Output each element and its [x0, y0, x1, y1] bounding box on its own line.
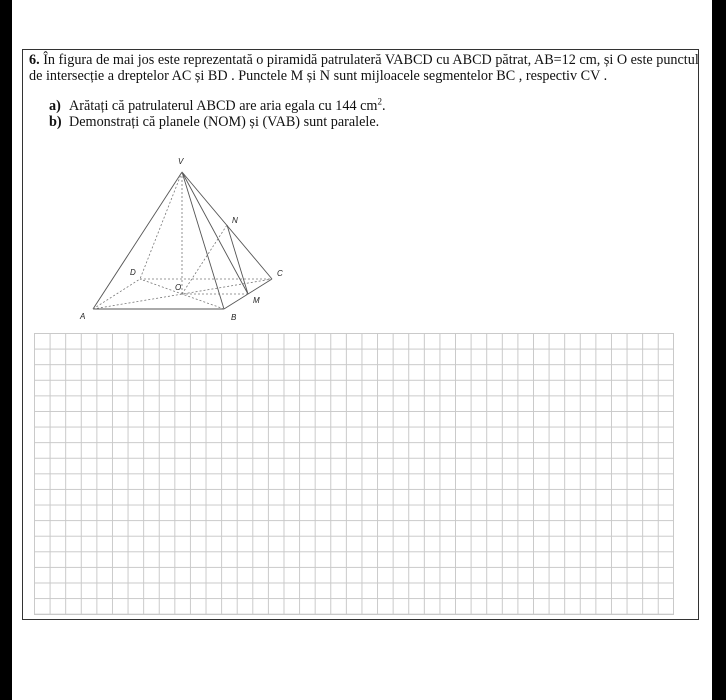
label-C: C [277, 269, 283, 278]
task-a [49, 98, 689, 114]
worksheet-page [12, 0, 712, 700]
answer-grid[interactable] [34, 333, 674, 615]
label-A: A [80, 312, 86, 321]
task-b [49, 114, 689, 130]
label-B: B [231, 313, 237, 322]
task-superscript: 2 [377, 96, 382, 107]
edge-VD [140, 172, 182, 279]
segment-VM [182, 172, 248, 294]
problem-statement [29, 52, 699, 84]
task-letter: a) [49, 98, 61, 114]
label-V: V [178, 157, 184, 166]
edge-AD [93, 279, 140, 309]
task-text: Arătați că patrulaterul ABCD are aria egala cu 144 cm [69, 98, 378, 114]
task-letter: b) [49, 114, 62, 130]
task-text: Demonstrați că planele (NOM) și (VAB) sunt paralele. [69, 114, 380, 130]
task-tail: . [381, 98, 386, 114]
pyramid-figure [62, 150, 302, 330]
label-M: M [253, 296, 260, 305]
problem-text: În figura de mai jos este reprezentată o piramidă patrulateră VABCD cu ABCD pătrat, AB=12 cm, și O este punctul de intersecție a dreptelor AC și BD . Punctele M și N sunt mijloacele segmentelor BC , respectiv CV . [29, 52, 699, 84]
label-D: D [130, 268, 136, 277]
edge-VB [182, 172, 224, 309]
edge-VA [93, 172, 182, 309]
label-O: O [175, 283, 182, 292]
task-list [49, 98, 689, 130]
segment-ON [182, 225, 227, 294]
label-N: N [232, 216, 238, 225]
problem-number: 6. [29, 52, 40, 68]
